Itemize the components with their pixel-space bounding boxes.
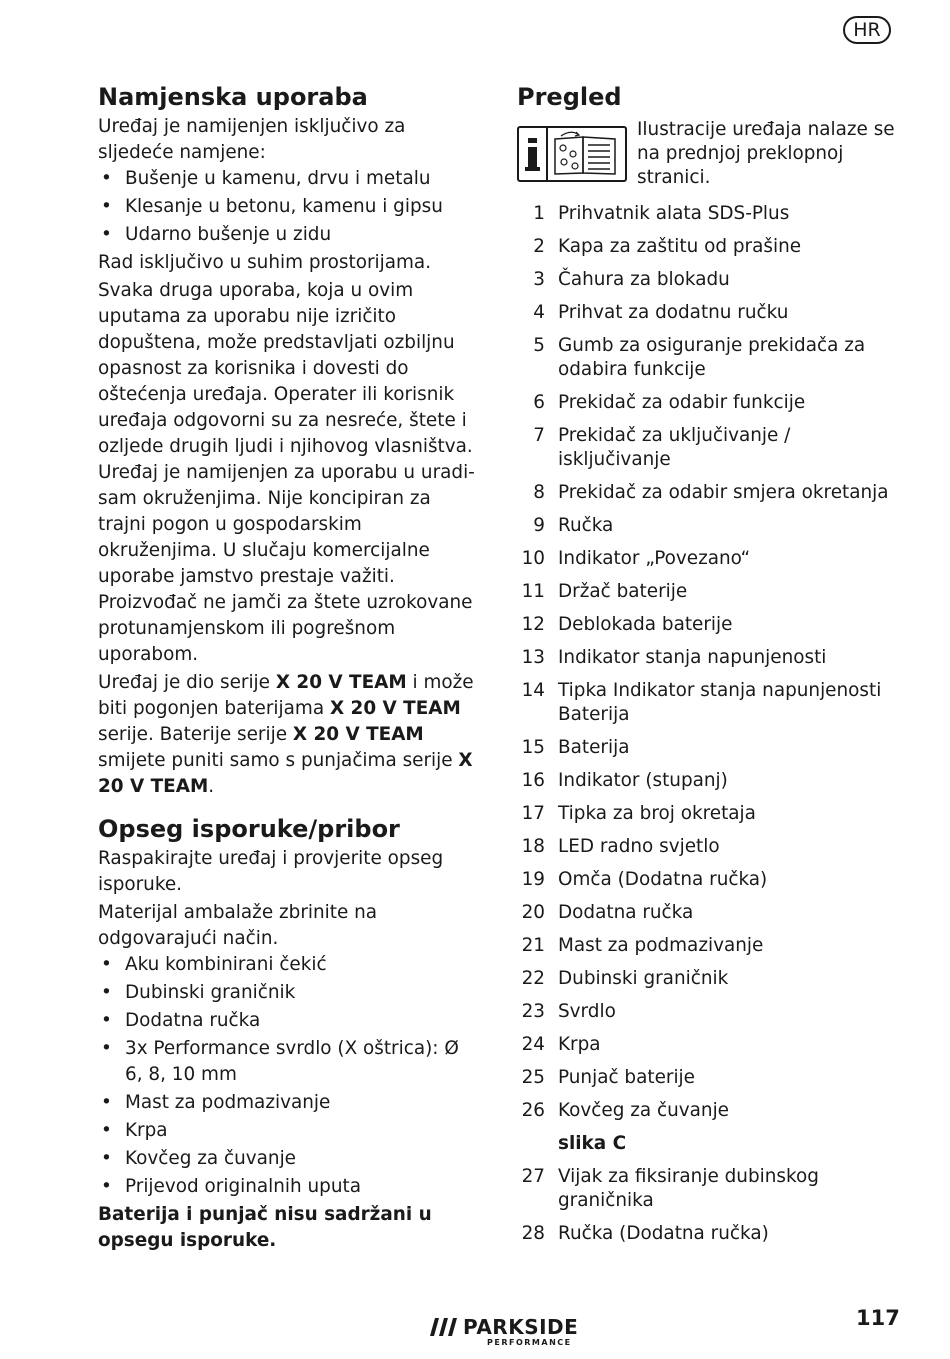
parts-list (517, 202, 899, 1123)
part-item (517, 514, 899, 538)
part-label: Indikator (stupanj) (558, 770, 728, 791)
delivery-list (98, 952, 480, 1200)
part-label: Držač baterije (558, 581, 688, 602)
brand-name: PARKSIDE (463, 1315, 579, 1339)
part-number: 10 (521, 548, 545, 569)
part-item (517, 580, 899, 604)
part-number: 9 (533, 515, 545, 536)
part-item (517, 202, 899, 226)
battery-not-included-note: Baterija i punjač nisu sadržani u opsegu isporuke. (98, 1204, 432, 1251)
part-number: 7 (533, 425, 545, 446)
part-number: 12 (521, 614, 545, 635)
parkside-logo (430, 1314, 590, 1350)
right-column (517, 80, 899, 1255)
list-item: • Prijevod originalnih uputa (101, 1176, 361, 1197)
part-number: 17 (521, 803, 545, 824)
part-number: 8 (533, 482, 545, 503)
list-item: • Kovčeg za čuvanje (101, 1148, 296, 1169)
list-item: • Dodatna ručka (101, 1010, 261, 1031)
part-number: 13 (521, 647, 545, 668)
part-item (517, 301, 899, 325)
part-number: 11 (521, 581, 545, 602)
part-label: Krpa (558, 1034, 601, 1055)
part-label: Baterija (558, 737, 630, 758)
part-item (517, 1000, 899, 1024)
part-number: 23 (521, 1001, 545, 1022)
part-label: Dubinski graničnik (558, 968, 729, 989)
part-label: Tipka Indikator stanja napunjenosti Baterija (558, 680, 882, 725)
series-paragraph: Uređaj je dio serije X 20 V TEAM i može biti pogonjen baterijama X 20 V TEAM serije. Baterije serije X 20 V TEAM smijete puniti samo s punjačima serije X 20 V TEAM. (98, 672, 474, 797)
list-item: • Dubinski graničnik (101, 982, 296, 1003)
part-item (517, 868, 899, 892)
part-item (517, 481, 899, 505)
part-item (517, 736, 899, 760)
part-number: 6 (533, 392, 545, 413)
part-number: 3 (533, 269, 545, 290)
part-label: Ručka (558, 515, 614, 536)
part-item (517, 613, 899, 637)
part-number: 27 (521, 1166, 545, 1187)
part-label: Prihvat za dodatnu ručku (558, 302, 789, 323)
part-number: 4 (533, 302, 545, 323)
part-label: Čahura za blokadu (558, 269, 730, 290)
part-item (517, 967, 899, 991)
section-title-overview: Pregled (517, 83, 622, 111)
part-item (517, 235, 899, 259)
part-label: Omča (Dodatna ručka) (558, 869, 768, 890)
list-item: • Krpa (101, 1120, 168, 1141)
section-title-scope-of-delivery: Opseg isporuke/pribor (98, 815, 400, 843)
part-item (517, 1033, 899, 1057)
list-item: • Klesanje u betonu, kamenu i gipsu (101, 196, 443, 217)
part-item (517, 334, 899, 382)
part-item (517, 424, 899, 472)
part-label: Prekidač za uključivanje / isključivanje (558, 425, 791, 470)
part-item (517, 547, 899, 571)
part-number: 20 (521, 902, 545, 923)
part-item (517, 268, 899, 292)
parkside-stripes-icon (430, 1318, 458, 1338)
part-number: 1 (533, 203, 545, 224)
part-item (517, 934, 899, 958)
part-label: Ručka (Dodatna ručka) (558, 1223, 769, 1244)
part-label: Prekidač za odabir funkcije (558, 392, 806, 413)
parts-list-figure-c (517, 1165, 899, 1246)
part-number: 18 (521, 836, 545, 857)
unpack-paragraph: Raspakirajte uređaj i provjerite opseg isporuke. (98, 848, 444, 895)
list-item: • Mast za podmazivanje (101, 1092, 331, 1113)
part-item (517, 679, 899, 727)
part-number: 22 (521, 968, 545, 989)
part-number: 28 (521, 1223, 545, 1244)
part-item (517, 835, 899, 859)
part-number: 2 (533, 236, 545, 257)
part-number: 25 (521, 1067, 545, 1088)
part-label: Prekidač za odabir smjera okretanja (558, 482, 889, 503)
figure-c-heading: slika C (558, 1133, 627, 1154)
overview-intro (517, 118, 899, 190)
part-label: Mast za podmazivanje (558, 935, 764, 956)
packaging-paragraph: Materijal ambalaže zbrinite na odgovarajući način. (98, 902, 378, 949)
part-label: Svrdlo (558, 1001, 616, 1022)
part-label: Kovčeg za čuvanje (558, 1100, 729, 1121)
part-number: 21 (521, 935, 545, 956)
part-label: Prihvatnik alata SDS-Plus (558, 203, 790, 224)
overview-intro-text: Ilustracije uređaja nalaze se na prednjoj preklopnoj stranici. (637, 119, 895, 188)
intended-use-intro: Uređaj je namijenjen isključivo za sljedeće namjene: (98, 116, 406, 163)
part-number: 15 (521, 737, 545, 758)
brand-sub: PERFORMANCE (487, 1338, 572, 1347)
section-title-intended-use: Namjenska uporaba (98, 83, 368, 111)
list-item: • 3x Performance svrdlo (X oštrica): Ø 6, 8, 10 mm (101, 1038, 459, 1085)
part-label: Indikator stanja napunjenosti (558, 647, 827, 668)
part-item (517, 1165, 899, 1213)
dry-rooms-note: Rad isključivo u suhim prostorijama. (98, 252, 432, 273)
left-column (98, 80, 480, 1254)
language-badge: HR (843, 16, 891, 44)
part-label: Kapa za zaštitu od prašine (558, 236, 802, 257)
part-number: 24 (521, 1034, 545, 1055)
list-item: • Udarno bušenje u zidu (101, 224, 332, 245)
part-item (517, 802, 899, 826)
manual-info-icon (517, 126, 627, 182)
page-number: 117 (856, 1306, 900, 1330)
part-item (517, 1066, 899, 1090)
part-number: 26 (521, 1100, 545, 1121)
list-item: • Bušenje u kamenu, drvu i metalu (101, 168, 431, 189)
part-number: 5 (533, 335, 545, 356)
part-number: 19 (521, 869, 545, 890)
part-label: Deblokada baterije (558, 614, 733, 635)
part-item (517, 1099, 899, 1123)
misuse-paragraph: Svaka druga uporaba, koja u ovim uputama za uporabu nije izričito dopuštena, može predstavljati ozbiljnu opasnost za korisnika i dovesti do oštećenja uređaja. Operater ili korisnik uređaja odgovorni su za nesreće, štete i ozljede drugih ljudi i njihovog vlasništva. Uređaj je namijenjen za uporabu u uradi-sam okruženjima. Nije koncipiran za trajni pogon u gospodarskim okruženjima. U slučaju komercijalne uporabe jamstvo prestaje važiti. Proizvođač ne jamči za štete uzrokovane protunamjenskom ili pogrešnom uporabom. (98, 280, 475, 665)
list-item: • Aku kombinirani čekić (101, 954, 327, 975)
intended-use-list (98, 166, 480, 248)
part-number: 16 (521, 770, 545, 791)
part-number: 14 (521, 680, 545, 701)
part-label: Gumb za osiguranje prekidača za odabira funkcije (558, 335, 866, 380)
part-item (517, 646, 899, 670)
part-label: Punjač baterije (558, 1067, 695, 1088)
part-label: Dodatna ručka (558, 902, 694, 923)
part-item (517, 901, 899, 925)
part-item (517, 769, 899, 793)
part-label: Tipka za broj okretaja (558, 803, 756, 824)
part-label: Vijak za fiksiranje dubinskog graničnika (558, 1166, 819, 1211)
part-label: Indikator „Povezano“ (558, 548, 751, 569)
part-label: LED radno svjetlo (558, 836, 720, 857)
part-item (517, 391, 899, 415)
part-item (517, 1222, 899, 1246)
